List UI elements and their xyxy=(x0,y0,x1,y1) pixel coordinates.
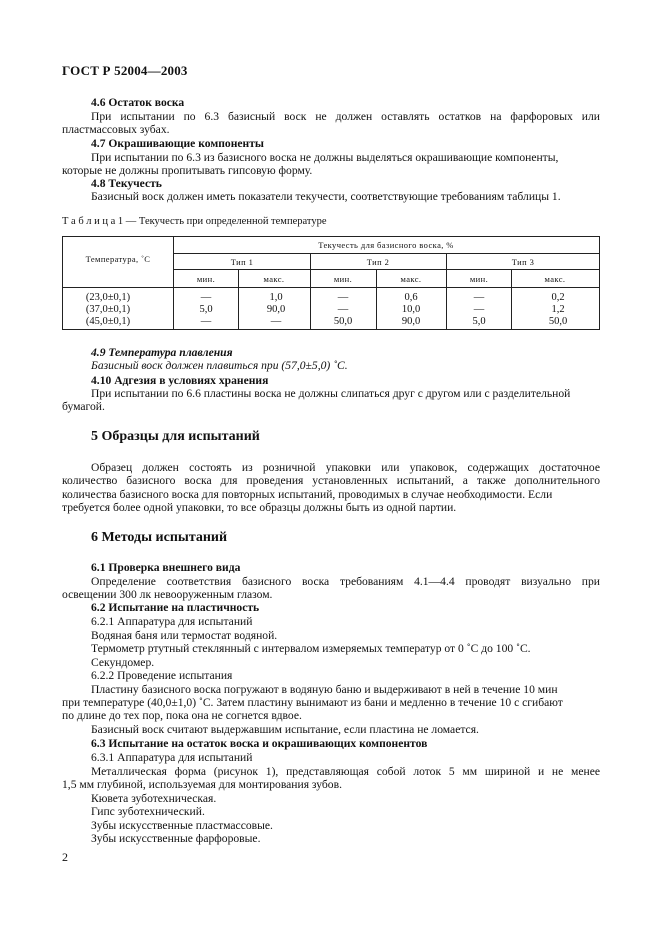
table-header-type-2: Тип 2 xyxy=(366,257,390,267)
section-4-6-text: При испытании по 6.3 базисный воск не должен оставлять остатков на фарфоровых или xyxy=(91,110,600,123)
section-6-3-1-text: Гипс зуботехнический. xyxy=(91,805,205,818)
section-6-2-2-title: 6.2.2 Проведение испытания xyxy=(91,669,233,682)
section-4-10-text: бумагой. xyxy=(62,400,105,413)
table-header-flow: Текучесть для базисного воска, % xyxy=(318,240,454,250)
section-4-9-text: Базисный воск должен плавиться при (57,0±5,0) ˚С. xyxy=(91,359,348,372)
section-4-9-title: 4.9 Температура плавления xyxy=(91,346,233,359)
section-5-text: количество базисного воска для проведения установленных испытаний, а также дополнительного xyxy=(62,474,600,487)
section-6-3-1-text: Кювета зуботехническая. xyxy=(91,792,217,805)
section-6-2-2-text: по длине до тех пор, пока она не согнется вдвое. xyxy=(62,709,302,722)
section-6-heading: 6 Методы испытаний xyxy=(91,530,228,545)
table-subheader-min: мин. xyxy=(469,274,489,284)
section-6-3-1-title: 6.3.1 Аппаратура для испытаний xyxy=(91,751,253,764)
section-6-3-title: 6.3 Испытание на остаток воска и окрашивающих компонентов xyxy=(91,737,428,750)
section-4-8-text: Базисный воск должен иметь показатели текучести, соответствующие требованиям таблицы 1. xyxy=(91,190,561,203)
table-column-type1-min: — 5,0 — xyxy=(199,292,213,327)
section-6-2-1-title: 6.2.1 Аппаратура для испытаний xyxy=(91,615,253,628)
table-column-type2-max: 0,6 10,0 90,0 xyxy=(401,292,421,327)
table-column-type3-max: 0,2 1,2 50,0 xyxy=(548,292,568,327)
section-6-3-1-text: Металлическая форма (рисунок 1), представляющая собой лоток 5 мм шириной и не менее xyxy=(91,765,600,778)
section-6-3-1-text: Зубы искусственные фарфоровые. xyxy=(91,832,261,845)
page-number: 2 xyxy=(62,850,68,864)
section-6-2-1-text: Секундомер. xyxy=(91,656,155,669)
section-4-10-text: При испытании по 6.6 пластины воска не должны слипаться друг с другом или с разделительной xyxy=(91,387,571,400)
section-6-1-text: освещении 300 лк невооруженным глазом. xyxy=(62,588,273,601)
table-subheader-min: мин. xyxy=(333,274,353,284)
section-6-1-title: 6.1 Проверка внешнего вида xyxy=(91,561,241,574)
section-4-6-text: пластмассовых зубах. xyxy=(62,123,170,136)
table-column-type1-max: 1,0 90,0 — xyxy=(266,292,286,327)
section-6-2-title: 6.2 Испытание на пластичность xyxy=(91,601,260,614)
flow-table xyxy=(62,236,600,330)
section-6-3-1-text: 1,5 мм глубиной, используемая для монтирования зубов. xyxy=(62,778,342,791)
section-4-8-title: 4.8 Текучесть xyxy=(91,177,162,190)
table-subheader-max: макс. xyxy=(544,274,566,284)
section-5-text: Образец должен состоять из розничной упаковки или упаковок, содержащих достаточное xyxy=(91,461,600,474)
section-6-1-text: Определение соответствия базисного воска требованиям 4.1—4.4 проводят визуально при xyxy=(91,575,600,588)
table-column-type3-min: — — 5,0 xyxy=(472,292,486,327)
section-6-2-1-text: Водяная баня или термостат водяной. xyxy=(91,629,278,642)
section-5-heading: 5 Образцы для испытаний xyxy=(91,429,260,444)
document-header: ГОСТ Р 52004—2003 xyxy=(62,63,188,78)
section-4-7-title: 4.7 Окрашивающие компоненты xyxy=(91,137,264,150)
section-6-2-2-text: при температуре (40,0±1,0) ˚С. Затем пластину вынимают из бани и медленно в течение 10 с сгибают xyxy=(62,696,563,709)
section-4-7-text: При испытании по 6.3 из базисного воска не должны выделяться окрашивающие компоненты, xyxy=(91,151,559,164)
section-5-text: требуется более одной упаковки, то все образцы должны быть из одной партии. xyxy=(62,501,457,514)
section-4-10-title: 4.10 Адгезия в условиях хранения xyxy=(91,374,269,387)
section-6-2-1-text: Термометр ртутный стеклянный с интервалом измеряемых температур от 0 ˚С до 100 ˚С. xyxy=(91,642,531,655)
section-6-2-2-text: Базисный воск считают выдержавшим испытание, если пластина не ломается. xyxy=(91,723,479,736)
section-4-6-title: 4.6 Остаток воска xyxy=(91,96,185,109)
section-4-7-text: которые не должны пропитывать гипсовую форму. xyxy=(62,164,313,177)
table-column-type2-min: — — 50,0 xyxy=(333,292,353,327)
table-column-temperature: (23,0±0,1) (37,0±0,1) (45,0±0,1) xyxy=(85,292,131,327)
table-subheader-max: макс. xyxy=(263,274,285,284)
table-subheader-max: макс. xyxy=(400,274,422,284)
table-subheader-min: мин. xyxy=(196,274,216,284)
table-header-temperature: Температура, ˚С xyxy=(85,254,151,264)
section-5-text: количества базисного воска для повторных испытаний, проводимых в случае необходимости. Если xyxy=(62,488,553,501)
table-caption: Т а б л и ц а 1 — Текучесть при определенной температуре xyxy=(62,216,327,227)
table-header-type-3: Тип 3 xyxy=(511,257,535,267)
section-6-2-2-text: Пластину базисного воска погружают в водяную баню и выдерживают в ней в течение 10 мин xyxy=(91,683,558,696)
table-header-type-1: Тип 1 xyxy=(230,257,254,267)
section-6-3-1-text: Зубы искусственные пластмассовые. xyxy=(91,819,273,832)
